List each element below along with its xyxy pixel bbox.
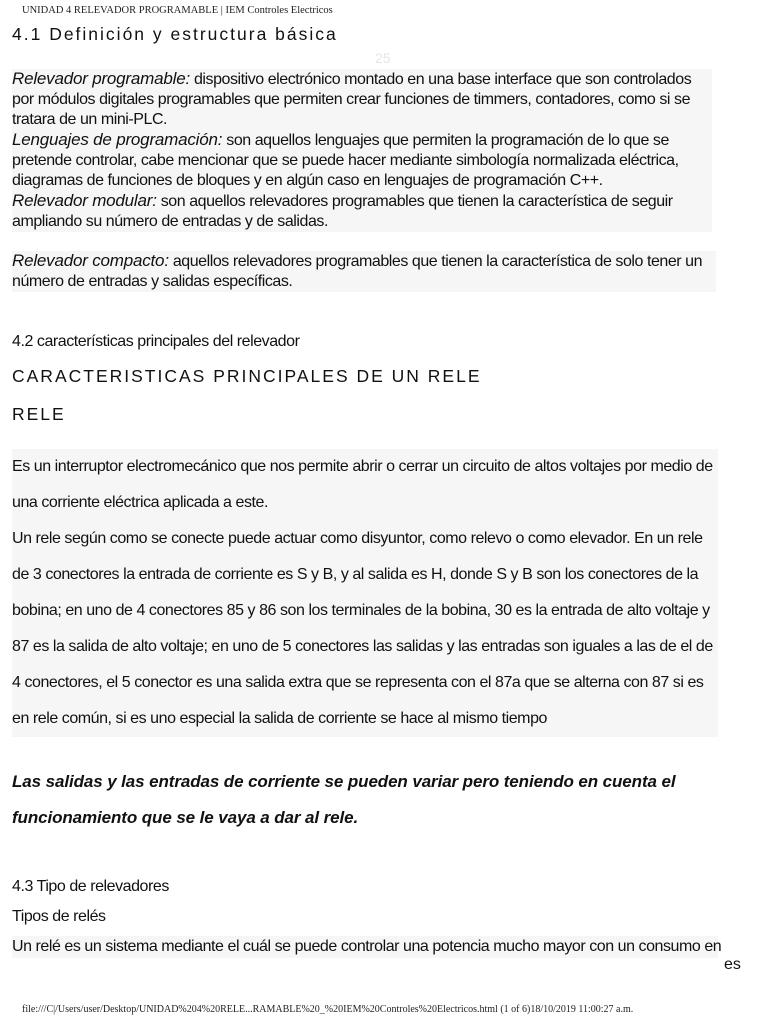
definition-text: son aquellos lenguajes que permiten la programación de lo que se pretende controlar, cabe mencionar que se puede hacer mediante simbología normalizada eléctrica, diagramas de funciones de bloques y en algún caso en lenguajes de programación C++.: [12, 132, 679, 189]
section-4-3-heading: Tipos de relés: [12, 908, 106, 925]
section-4-2-subtitle: 4.2 características principales del relevador: [12, 333, 300, 350]
definition-term: Relevador programable:: [12, 69, 190, 88]
page-footer: file:///C|/Users/user/Desktop/UNIDAD%204%20RELE...RAMABLE%20_%20IEM%20Controles%20Electricos.html (1 of 6)18/10/2019 11:00:27 a.m.: [22, 1004, 634, 1015]
definition-text: dispositivo electrónico montado en una base interface que son controlados por módulos digitales programables que permiten crear funciones de timmers, contadores, como si se tratara de un mini-PLC.: [12, 71, 692, 128]
rele-paragraph-1: Es un interruptor electromecánico que nos permite abrir o cerrar un circuito de altos voltajes por medio de una corriente eléctrica aplicada a este.: [12, 458, 713, 511]
section-4-3-body-block: [12, 936, 722, 958]
rele-subheading-block: [12, 404, 720, 425]
rele-paragraph-2: Un rele según como se conecte puede actuar como disyuntor, como relevo o como elevador. En un rele de 3 conectores la entrada de corriente es S y B, y al salida es H, donde S y B son los conectores de la bobina; en uno de 4 conectores 85 y 86 son los terminales de la bobina, 30 es la entrada de alto voltaje y 87 es la salida de alto voltaje; en uno de 5 conectores las salidas y las entradas son iguales a las de el de 4 conectores, el 5 conector es una salida extra que se representa con el 87a que se alterna con 87 si es en rele común, si es uno especial la salida de corriente se hace al mismo tiempo: [12, 530, 713, 727]
definition-term: Lenguajes de programación:: [12, 130, 223, 149]
definition-text: aquellos relevadores programables que tienen la característica de solo tener un número de entradas y salidas específicas.: [12, 253, 703, 290]
emphasis-block: [12, 764, 720, 836]
definition-text: son aquellos relevadores programables que tienen la característica de seguir ampliando su número de entradas y de salidas.: [12, 193, 673, 230]
definition-relevador-compacto: [12, 251, 716, 292]
section-4-1-title-block: [12, 24, 720, 45]
definition-relevador-modular: [12, 191, 712, 232]
definition-term: Relevador modular:: [12, 191, 157, 210]
section-4-2-subtitle-block: [12, 331, 720, 353]
definition-lenguajes: [12, 130, 712, 191]
definition-compacto-block: [12, 251, 716, 292]
definitions-block: [12, 69, 712, 232]
clipped-text-fragment: es: [724, 956, 741, 973]
section-4-2-heading-block: [12, 366, 720, 387]
definition-term: Relevador compacto:: [12, 251, 169, 270]
page-header: UNIDAD 4 RELEVADOR PROGRAMABLE | IEM Controles Electricos: [22, 5, 333, 16]
emphasis-paragraph: Las salidas y las entradas de corriente se pueden variar pero teniendo en cuenta el funcionamiento que se le vaya a dar al rele.: [12, 772, 676, 827]
faint-page-number: 25: [375, 50, 391, 66]
section-4-2-heading: CARACTERISTICAS PRINCIPALES DE UN RELE: [12, 366, 482, 386]
rele-subheading: RELE: [12, 404, 66, 424]
definition-relevador-programable: [12, 69, 712, 130]
section-4-3-paragraph: Un relé es un sistema mediante el cuál se puede controlar una potencia mucho mayor con un consumo en: [12, 938, 722, 955]
section-4-1-title: 4.1 Definición y estructura básica: [12, 24, 338, 44]
section-4-3-subtitle: 4.3 Tipo de relevadores: [12, 878, 169, 895]
rele-body-block: [12, 449, 718, 737]
section-4-3-block: [12, 876, 720, 928]
